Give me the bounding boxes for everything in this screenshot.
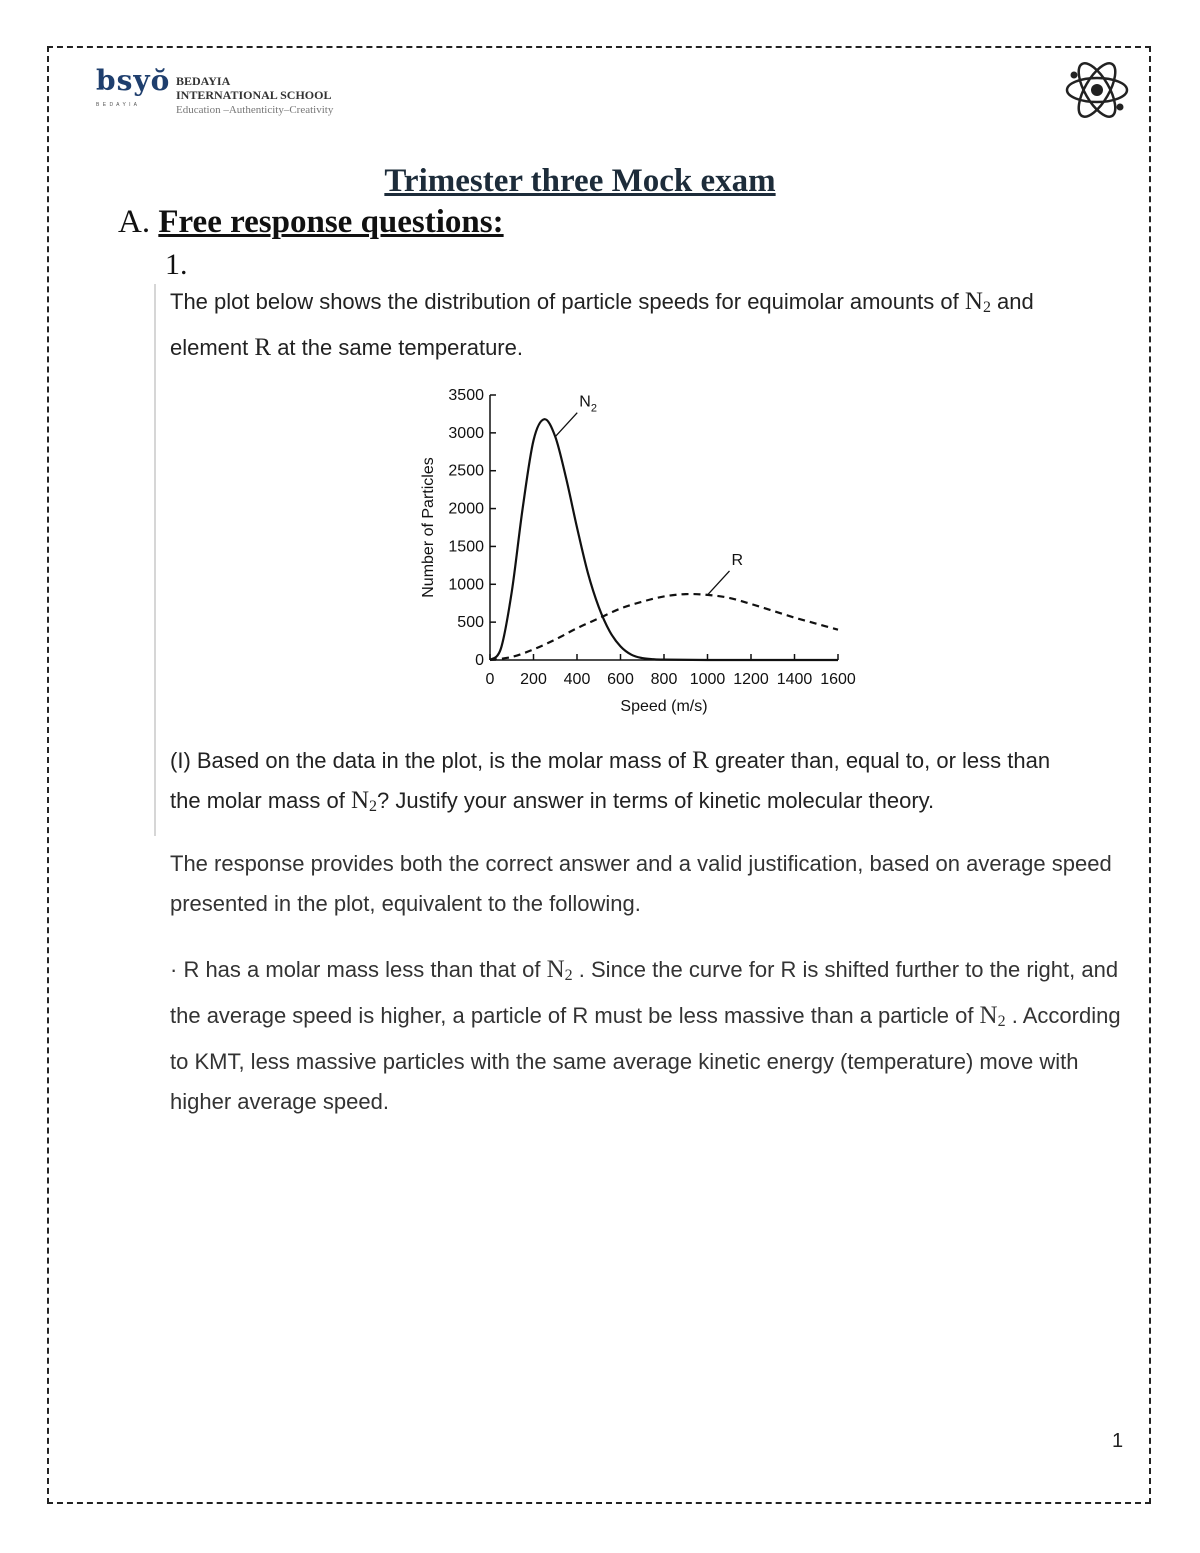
logo-mark: bsyŏ — [96, 64, 171, 97]
school-tagline: Education –Authenticity–Creativity — [176, 104, 334, 116]
x-tick-label: 200 — [520, 671, 547, 688]
question-intro — [170, 282, 1130, 368]
y-tick-label: 1000 — [448, 576, 484, 594]
speed-distribution-chart — [400, 380, 870, 720]
school-name — [176, 74, 331, 102]
page-number: 1 — [1112, 1430, 1124, 1452]
part-i-text-1: (I) Based on the data in the plot, is the molar mass of — [170, 748, 693, 773]
x-tick-label: 1400 — [776, 671, 813, 688]
y-tick-label: 3000 — [448, 424, 484, 442]
answer-paragraph-1: The response provides both the correct answer and a valid justification, based on average speed presented in the plot, equivalent to the following. — [170, 851, 1112, 916]
y-tick-label: 0 — [475, 652, 484, 669]
series-R-line — [490, 594, 838, 660]
atom-icon — [1062, 55, 1132, 125]
answer-text-2: . Since the curve for R is shifted further to the right, and the average speed is higher, a particle of R must be less massive than a particle of — [170, 957, 1119, 1028]
n2-symbol: $N_2$ — [964, 288, 991, 316]
r-symbol: R — [692, 747, 709, 774]
answer-text-3: . According to KMT, less massive particles with the same average kinetic energy (temperature) move with higher average speed. — [170, 1003, 1121, 1114]
x-tick-label: 400 — [563, 671, 591, 688]
y-tick-label: 2000 — [448, 500, 484, 518]
n2-symbol: $N_2$ — [350, 787, 378, 815]
x-tick-label: 600 — [607, 671, 634, 688]
part-i-text-2: greater than, equal to, or less than — [708, 748, 1051, 773]
x-tick-label: 800 — [650, 671, 678, 688]
n2-symbol: $N_2$ — [546, 956, 573, 984]
answer-text-1: · R has a molar mass less than that of — [170, 957, 547, 982]
x-tick-label: 1200 — [733, 671, 769, 688]
intro-text-4: at the same temperature. — [271, 335, 523, 360]
y-tick-label: 3500 — [448, 387, 484, 404]
school-logo — [96, 64, 396, 124]
intro-text-1: The plot below shows the distribution of particle speeds for equimolar amounts of — [170, 289, 965, 314]
series-N-line — [490, 419, 838, 660]
y-tick-label: 1500 — [448, 538, 484, 556]
part-i-text-4: ? Justify your answer in terms of kinetic molecular theory. — [377, 788, 935, 813]
intro-text-2: and — [990, 289, 1034, 314]
x-tick-label: 1600 — [820, 671, 856, 688]
y-tick-label: 2500 — [448, 462, 484, 480]
question-left-rule — [154, 284, 156, 836]
y-axis-label: Number of Particles — [420, 457, 437, 598]
question-part-i — [170, 741, 1130, 827]
school-name-line2: INTERNATIONAL SCHOOL — [176, 88, 332, 102]
series-N-leader — [555, 413, 577, 437]
section-heading — [118, 204, 504, 241]
school-name-line1: BEDAYIA — [176, 74, 231, 88]
logo-small-text: B E D A Y I A — [96, 102, 139, 108]
n2-symbol: $N_2$ — [979, 1002, 1006, 1030]
section-title: Free response questions: — [158, 204, 504, 240]
x-tick-label: 0 — [485, 671, 495, 688]
part-i-text-3: the molar mass of — [170, 788, 351, 813]
series-R-label: R — [731, 551, 744, 569]
page-title: Trimester three Mock exam — [384, 163, 776, 199]
question-number: 1. — [165, 248, 188, 281]
x-axis-label: Speed (m/s) — [620, 698, 708, 715]
y-tick-label: 500 — [457, 614, 484, 632]
series-N-label: $N_2$ — [579, 393, 597, 415]
x-tick-label: 1000 — [689, 671, 726, 688]
intro-text-3: element — [170, 335, 255, 360]
series-N-label-sub: 2 — [590, 402, 597, 415]
r-symbol: R — [254, 334, 272, 361]
section-letter: A. — [118, 204, 151, 240]
series-R-leader — [708, 571, 730, 595]
answer-paragraph-2 — [170, 950, 1130, 1122]
